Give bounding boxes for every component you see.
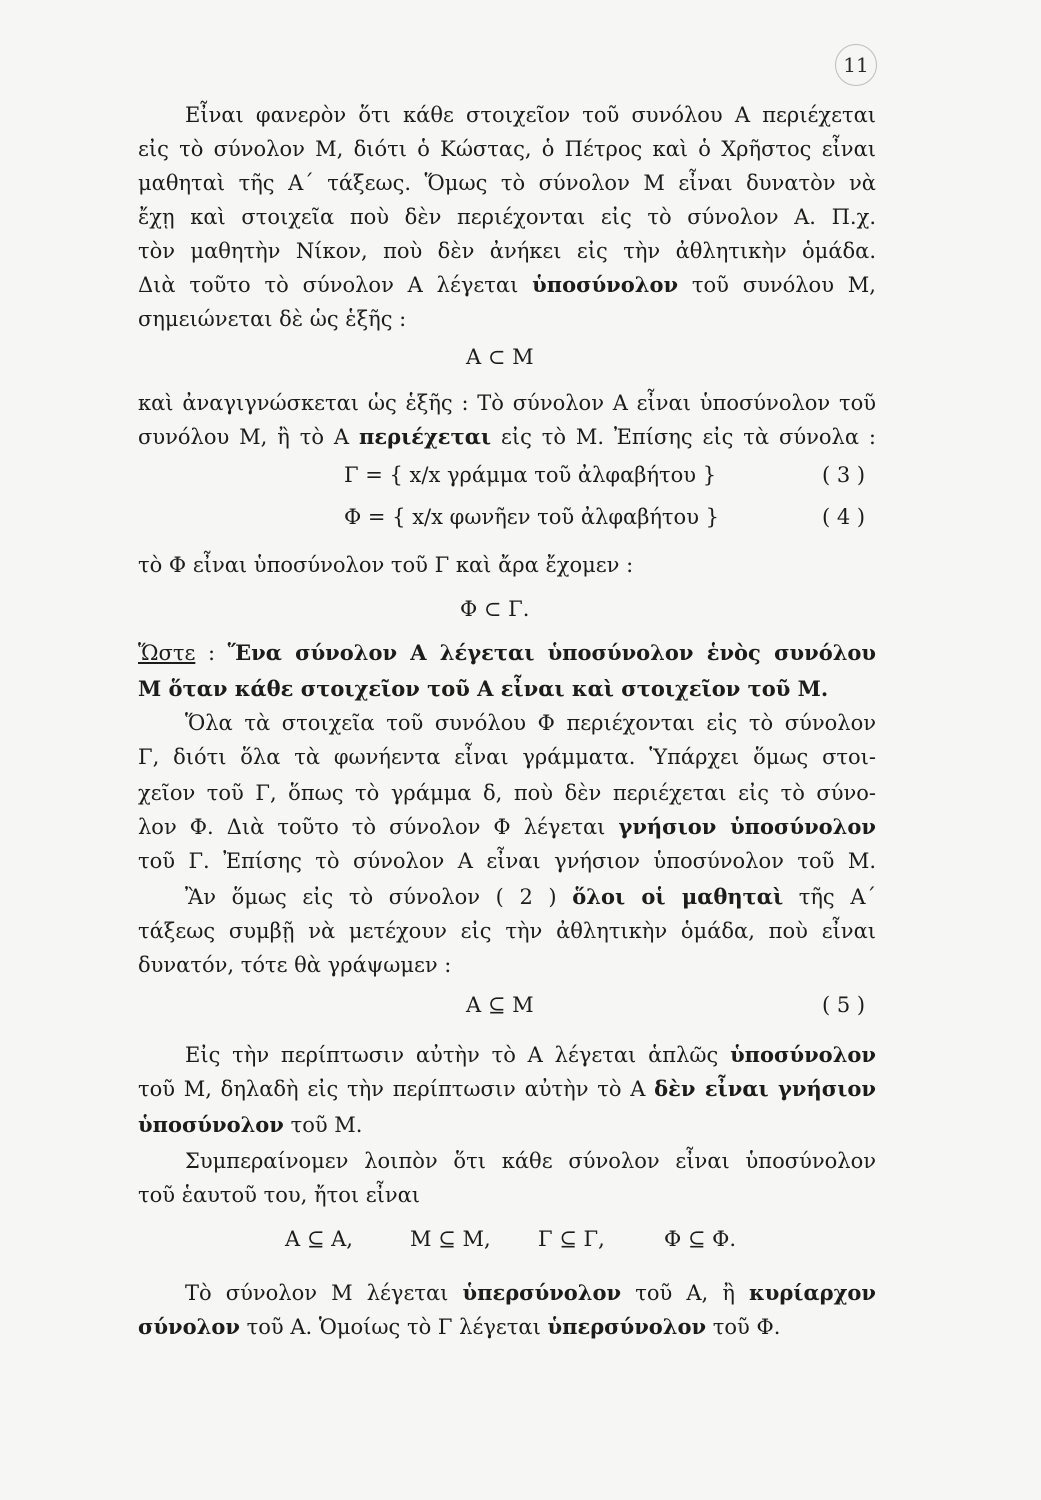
formula: Α ⊂ Μ [466, 345, 534, 369]
text-line [185, 1276, 876, 1310]
text-line: Συμπεραίνομεν λοιπὸν ὅτι κάθε σύνολον εἶναι ὑποσύνολον [185, 1149, 876, 1173]
text-fragment: τοῦ συνόλου Μ, [691, 273, 876, 297]
bold-definition: Μ ὅταν κάθε στοιχεῖον τοῦ Α εἶναι καὶ στοιχεῖον τοῦ Μ. [138, 676, 829, 701]
formula: Γ = { x/x γράμμα τοῦ ἀλφαβήτου } [344, 463, 717, 487]
text-line: σημειώνεται δὲ ὡς ἑξῆς : [138, 307, 407, 331]
text-line: μαθηταὶ τῆς Α΄ τάξεως. Ὅμως τὸ σύνολον Μ εἶναι δυνατὸν νὰ [138, 171, 876, 195]
text-line [138, 810, 876, 844]
text-fragment: Ἂν ὅμως εἰς τὸ σύνολον ( 2 ) [185, 885, 557, 909]
text-line [185, 880, 876, 914]
text-line: Ὅλα τὰ στοιχεῖα τοῦ συνόλου Φ περιέχονται εἰς τὸ σύνολον [185, 711, 876, 735]
text-fragment: Τὸ σύνολον Μ λέγεται [185, 1281, 449, 1305]
text-fragment: Εἰς τὴν περίπτωσιν αὐτὴν τὸ Α λέγεται ἁπλῶς [185, 1043, 719, 1067]
text-fragment: συνόλου Μ, ἢ τὸ Α [138, 425, 350, 449]
text-fragment: τοῦ Μ, δηλαδὴ εἰς τὴν περίπτωσιν αὐτὴν τὸ Α [138, 1077, 646, 1101]
formula: Γ ⊆ Γ, [538, 1227, 605, 1251]
formula: Α ⊆ Μ [466, 993, 534, 1017]
text-line: καὶ ἀναγιγνώσκεται ὡς ἑξῆς : Τὸ σύνολον Α εἶναι ὑποσύνολον τοῦ [138, 391, 876, 415]
text-fragment: : [207, 641, 216, 665]
text-line [138, 420, 876, 454]
formula: Α ⊆ Α, [285, 1227, 353, 1251]
text-fragment: τοῦ Α. Ὁμοίως τὸ Γ λέγεται [246, 1315, 541, 1339]
text-line: χεῖον τοῦ Γ, ὅπως τὸ γράμμα δ, ποὺ δὲν περιέχεται εἰς τὸ σύνο- [138, 781, 876, 805]
formula: Φ ⊆ Φ. [664, 1227, 737, 1251]
text-line [138, 1310, 876, 1344]
text-line [138, 1072, 876, 1106]
text-fragment: τοῦ Φ. [712, 1315, 781, 1339]
bold-term: ὑποσύνολον [138, 1112, 284, 1137]
text-line [138, 672, 876, 706]
bold-term: ὑποσύνολον [730, 1042, 876, 1067]
text-line: δυνατόν, τότε θὰ γράψωμεν : [138, 953, 452, 977]
text-fragment: εἰς τὸ Μ. Ἐπίσης εἰς τὰ σύνολα : [500, 425, 876, 449]
bold-term: κυρίαρχον [749, 1280, 876, 1305]
text-line: εἰς τὸ σύνολον Μ, διότι ὁ Κώστας, ὁ Πέτρος καὶ ὁ Χρῆστος εἶναι [138, 137, 876, 161]
text-fragment: Διὰ τοῦτο τὸ σύνολον Α λέγεται [138, 273, 519, 297]
equation-number: ( 3 ) [822, 463, 866, 487]
bold-term: περιέχεται [358, 424, 492, 449]
text-fragment: τοῦ Μ. [290, 1113, 363, 1137]
page-number: 11 [835, 44, 877, 86]
text-line: τὸ Φ εἶναι ὑποσύνολον τοῦ Γ καὶ ἄρα ἔχομεν : [138, 553, 634, 577]
text-line [138, 1108, 876, 1142]
bold-term: ὑπερσύνολον [547, 1314, 707, 1339]
text-line: Εἶναι φανερὸν ὅτι κάθε στοιχεῖον τοῦ συνόλου Α περιέχεται [185, 103, 876, 127]
text-line: τάξεως συμβῇ νὰ μετέχουν εἰς τὴν ἀθλητικὴν ὁμάδα, ποὺ εἶναι [138, 919, 876, 943]
text-fragment: τοῦ Α, ἢ [635, 1281, 735, 1305]
bold-term: ὅλοι οἱ μαθηταὶ [572, 884, 784, 909]
text-line: ἔχῃ καὶ στοιχεῖα ποὺ δὲν περιέχονται εἰς τὸ σύνολον Α. Π.χ. [138, 205, 876, 229]
bold-term: δὲν εἶναι γνήσιον [654, 1076, 876, 1101]
bold-term: ὑπερσύνολον [462, 1280, 622, 1305]
text-line: τοῦ Γ. Ἐπίσης τὸ σύνολον Α εἶναι γνήσιον ὑποσύνολον τοῦ Μ. [138, 849, 876, 873]
text-line: τὸν μαθητὴν Νίκον, ποὺ δὲν ἀνήκει εἰς τὴν ἀθλητικὴν ὁμάδα. [138, 239, 876, 263]
equation-number: ( 5 ) [822, 993, 866, 1017]
bold-term: γνήσιον ὑποσύνολον [618, 814, 876, 839]
bold-term: σύνολον [138, 1314, 240, 1339]
text-line [138, 636, 876, 670]
text-line [138, 268, 876, 302]
text-fragment: τῆς Α΄ [798, 885, 876, 909]
formula: Φ ⊂ Γ. [460, 597, 530, 621]
text-line: Γ, διότι ὅλα τὰ φωνήεντα εἶναι γράμματα. Ὑπάρχει ὅμως στοι- [138, 745, 876, 769]
formula: Μ ⊆ Μ, [410, 1227, 491, 1251]
bold-term: ὑποσύνολον [532, 272, 679, 297]
bold-definition: Ἕνα σύνολον Α λέγεται ὑποσύνολον ἑνὸς συνόλου [227, 640, 876, 665]
equation-number: ( 4 ) [822, 505, 866, 529]
text-fragment: λον Φ. Διὰ τοῦτο τὸ σύνολον Φ λέγεται [138, 815, 606, 839]
text-line [185, 1038, 876, 1072]
formula: Φ = { x/x φωνῆεν τοῦ ἀλφαβήτου } [344, 505, 719, 529]
text-fragment: Ὥστε [138, 641, 196, 665]
text-line: τοῦ ἑαυτοῦ του, ἤτοι εἶναι [138, 1183, 421, 1207]
